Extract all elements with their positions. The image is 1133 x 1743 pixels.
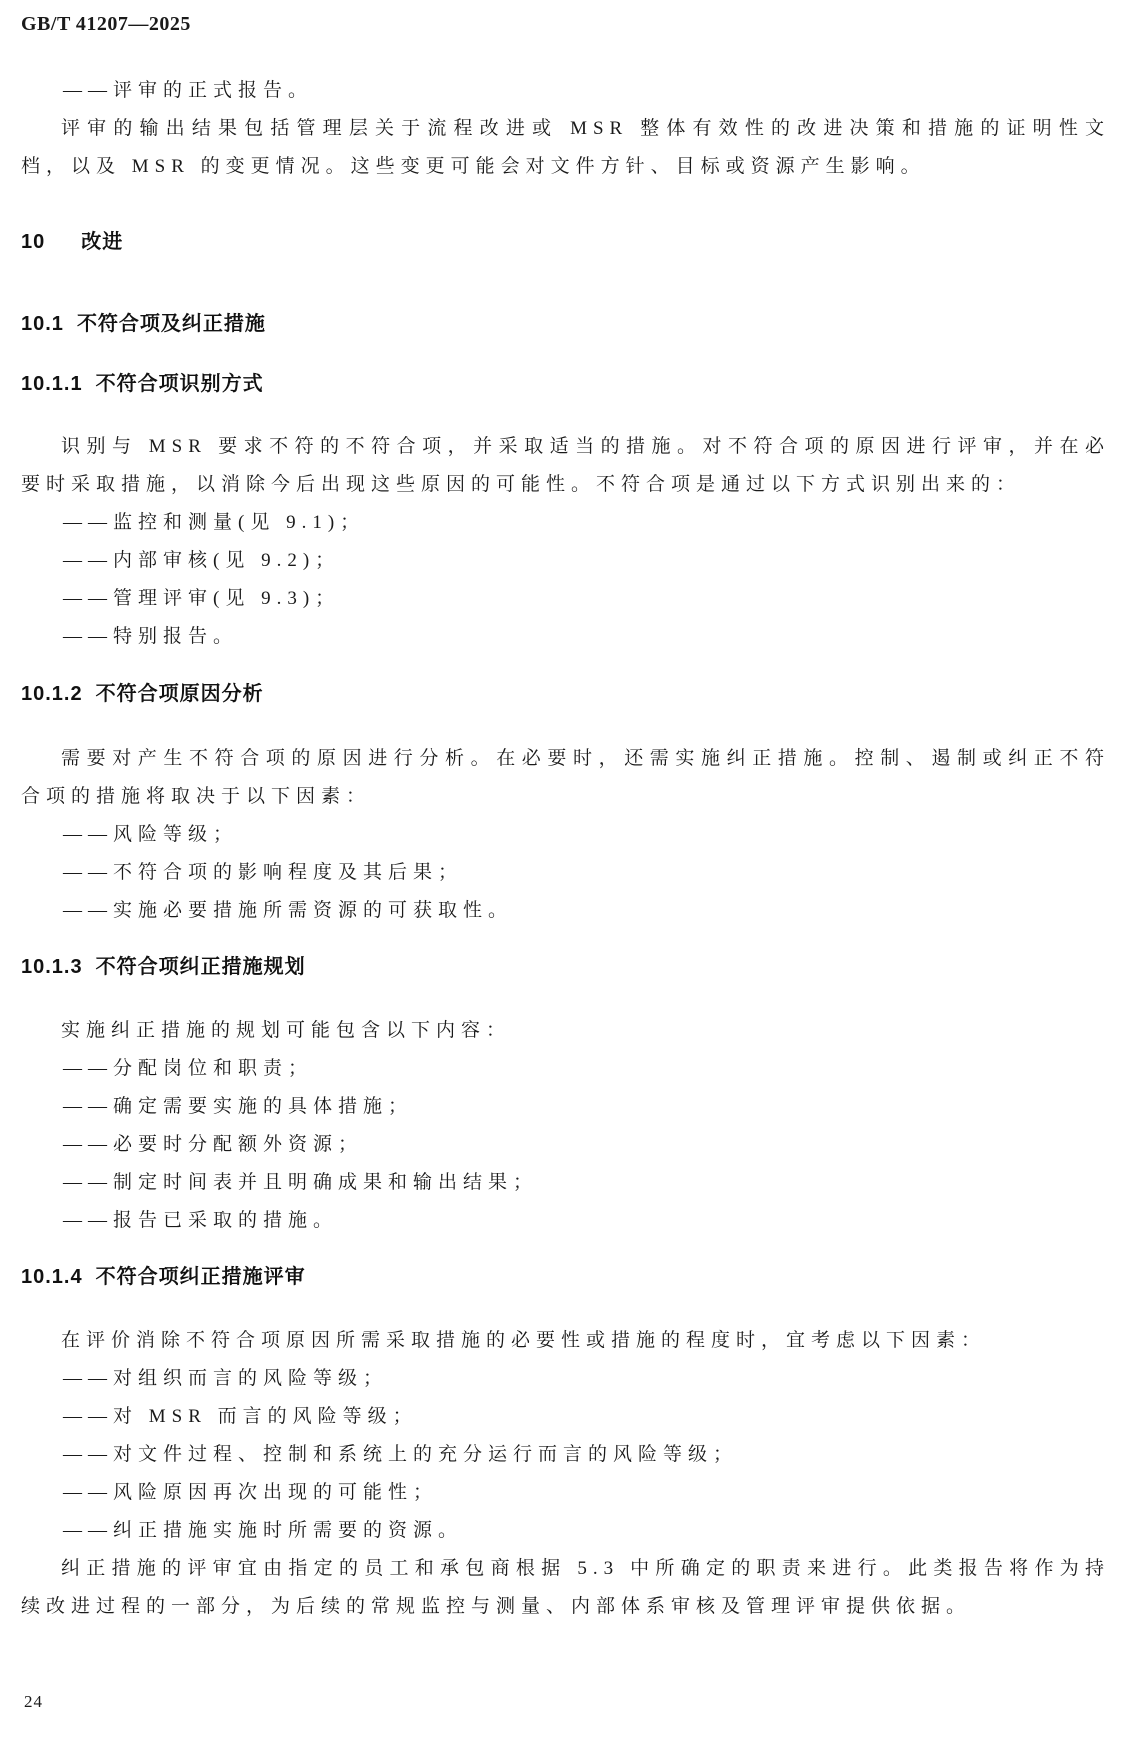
list-item: ——必要时分配额外资源； [63, 1134, 364, 1155]
paragraph: 实施纠正措施的规划可能包含以下内容： [61, 1020, 512, 1041]
section-heading-10-1-4 [21, 1263, 1110, 1291]
paragraph: 需要对产生不符合项的原因进行分析。在必要时，还需实施纠正措施。控制、遏制或纠正不符合项的措施将取决于以下因素： [21, 748, 1110, 807]
section-title: 改进 [81, 231, 124, 253]
section-heading-10-1-2 [21, 680, 1110, 708]
list-item: ——对文件过程、控制和系统上的充分运行而言的风险等级； [63, 1444, 739, 1465]
list-item: ——管理评审(见 9.3)； [63, 588, 341, 609]
section-number: 10 [21, 231, 46, 253]
list-item: ——制定时间表并且明确成果和输出结果； [63, 1172, 539, 1193]
list-item: ——评审的正式报告。 [63, 80, 314, 101]
list-item: ——纠正措施实施时所需要的资源。 [63, 1520, 464, 1541]
paragraph: 评审的输出结果包括管理层关于流程改进或 MSR 整体有效性的改进决策和措施的证明性文档，以及 MSR 的变更情况。这些变更可能会对文件方针、目标或资源产生影响。 [21, 118, 1110, 177]
list-item: ——风险原因再次出现的可能性； [63, 1482, 439, 1503]
section-number: 10.1.4 [21, 1266, 83, 1288]
section-title: 不符合项纠正措施规划 [95, 956, 306, 978]
list-item: ——监控和测量(见 9.1)； [63, 512, 366, 533]
list-item: ——特别报告。 [63, 626, 239, 647]
list-item: ——内部审核(见 9.2)； [63, 550, 341, 571]
section-number: 10.1.2 [21, 683, 83, 705]
paragraph: 在评价消除不符合项原因所需采取措施的必要性或措施的程度时，宜考虑以下因素： [61, 1330, 987, 1351]
section-heading-10 [21, 228, 1110, 256]
section-title: 不符合项原因分析 [95, 683, 264, 705]
list-item: ——实施必要措施所需资源的可获取性。 [63, 900, 514, 921]
section-number: 10.1.3 [21, 956, 83, 978]
section-title: 不符合项识别方式 [95, 373, 264, 395]
section-heading-10-1-3 [21, 953, 1110, 981]
list-item: ——对组织而言的风险等级； [63, 1368, 389, 1389]
section-title: 不符合项纠正措施评审 [95, 1266, 306, 1288]
section-number: 10.1.1 [21, 373, 83, 395]
section-number: 10.1 [21, 313, 64, 335]
list-item: ——确定需要实施的具体措施； [63, 1096, 414, 1117]
standard-number: GB/T 41207—2025 [21, 13, 191, 35]
list-item: ——报告已采取的措施。 [63, 1210, 339, 1231]
list-item: ——对 MSR 而言的风险等级； [63, 1406, 418, 1427]
section-title: 不符合项及纠正措施 [76, 313, 266, 335]
list-item: ——风险等级； [63, 824, 239, 845]
page-number: 24 [24, 1692, 43, 1711]
paragraph: 识别与 MSR 要求不符的不符合项，并采取适当的措施。对不符合项的原因进行评审，并在必要时采取措施，以消除今后出现这些原因的可能性。不符合项是通过以下方式识别出来的： [21, 436, 1110, 495]
list-item: ——不符合项的影响程度及其后果； [63, 862, 464, 883]
list-item: ——分配岗位和职责； [63, 1058, 314, 1079]
section-heading-10-1 [21, 310, 1110, 338]
section-heading-10-1-1 [21, 370, 1110, 398]
paragraph: 纠正措施的评审宜由指定的员工和承包商根据 5.3 中所确定的职责来进行。此类报告将作为持续改进过程的一部分，为后续的常规监控与测量、内部体系审核及管理评审提供依据。 [21, 1558, 1110, 1617]
